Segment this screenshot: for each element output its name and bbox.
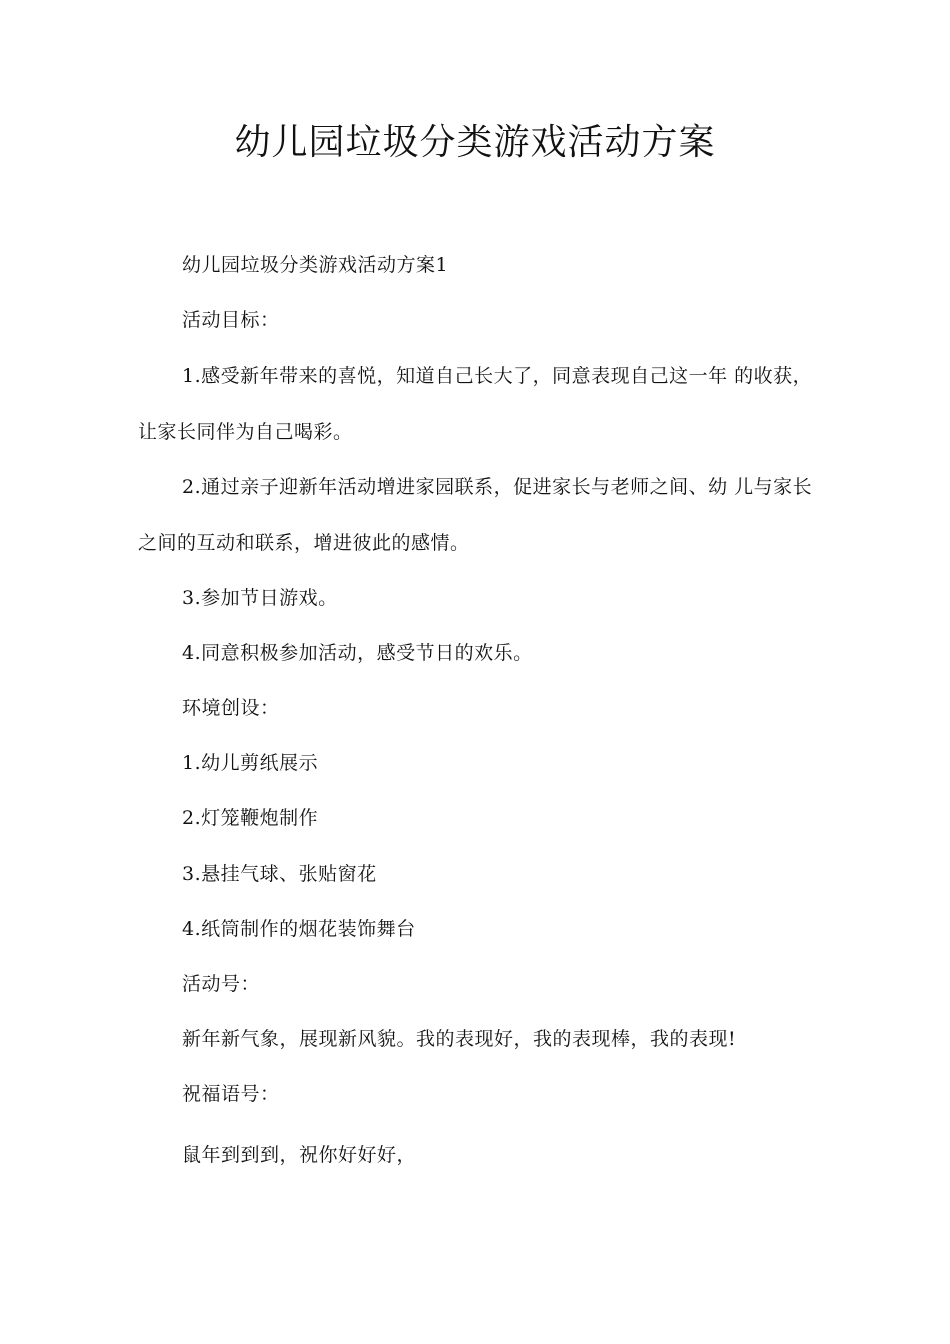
paragraph: 祝福语号：	[182, 1083, 280, 1105]
paragraph: 鼠年到到到，祝你好好好，	[182, 1144, 417, 1166]
paragraph: 3.悬挂气球、张贴窗花	[182, 863, 377, 885]
paragraph: 4.同意积极参加活动，感受节日的欢乐。	[182, 642, 533, 664]
paragraph: 1.感受新年带来的喜悦，知道自己长大了，同意表现自己这一年 的收获，让家长同伴为自己喝彩。	[138, 365, 813, 443]
paragraph: 2.通过亲子迎新年活动增进家园联系，促进家长与老师之间、幼 儿与家长之间的互动和联系，增进彼此的感情。	[138, 476, 813, 554]
section-heading: 幼儿园垃圾分类游戏活动方案1	[182, 254, 449, 276]
paragraph: 活动目标：	[182, 309, 280, 331]
paragraph: 环境创设：	[182, 697, 280, 719]
paragraph: 新年新气象，展现新风貌。我的表现好，我的表现棒，我的表现!	[182, 1028, 737, 1050]
paragraph: 活动号：	[182, 973, 261, 995]
paragraph: 1.幼儿剪纸展示	[182, 752, 319, 774]
paragraph: 3.参加节日游戏。	[182, 587, 338, 609]
paragraph: 4.纸筒制作的烟花装饰舞台	[182, 918, 416, 940]
paragraph: 2.灯笼鞭炮制作	[182, 807, 319, 829]
document-title: 幼儿园垃圾分类游戏活动方案	[234, 122, 716, 163]
